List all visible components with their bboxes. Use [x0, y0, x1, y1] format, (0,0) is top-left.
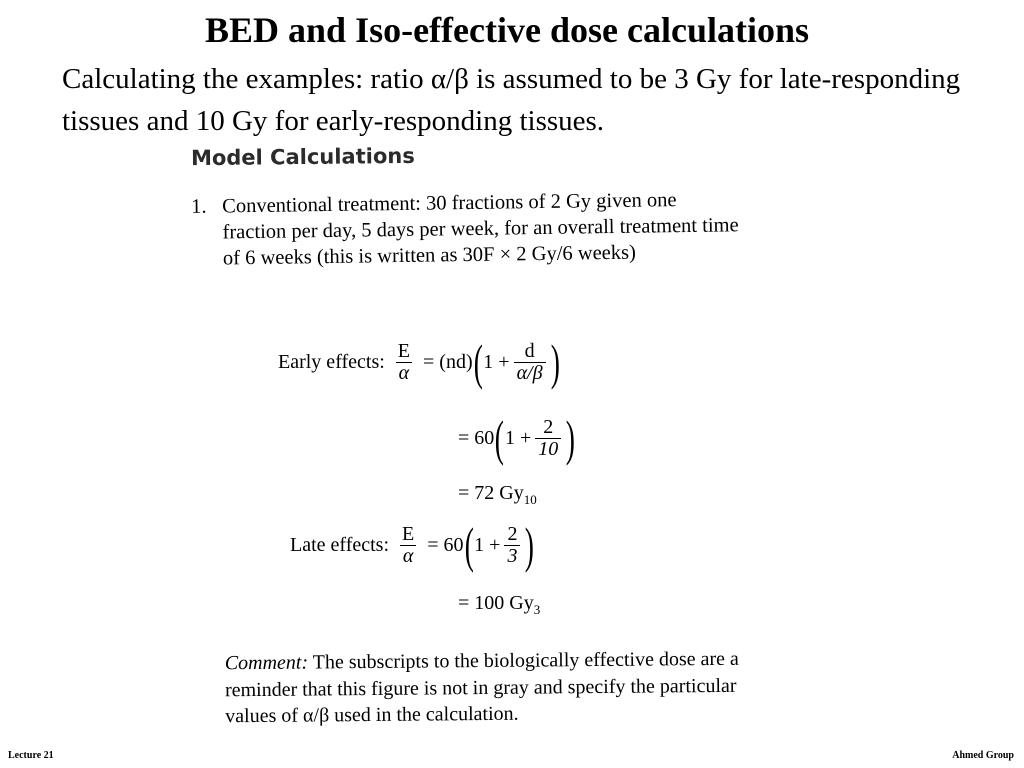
early-result — [458, 482, 537, 505]
calculation-item — [191, 186, 751, 270]
early-result-subscript: 10 — [523, 491, 537, 507]
late-step1-prefix: = 60 — [427, 533, 464, 556]
early-step1-one: 1 + — [483, 350, 510, 373]
early-effects-equation — [278, 334, 560, 390]
late-effects-label: Late effects: — [290, 533, 390, 556]
item-text: Conventional treatment: 30 fractions of 2 Gy given one fraction per day, 5 days per week, for an overall treatment time of 6 weeks (this is written as 30F × 2 Gy/6 weeks) — [222, 189, 739, 270]
early-step2-equation — [458, 410, 576, 466]
late-step1-fraction — [504, 524, 520, 567]
right-paren: ) — [565, 410, 576, 466]
slide-title: BED and Iso-effective dose calculations — [205, 10, 809, 50]
right-paren: ) — [525, 517, 535, 573]
fraction-numerator: E — [402, 522, 415, 545]
comment-text: The subscripts to the biologically effective dose are a reminder that this figure is not in gray and specify the particular values of α/β used in the calculation. — [224, 647, 739, 728]
fraction-denominator: α — [396, 362, 413, 384]
right-paren: ) — [550, 334, 560, 390]
early-step2-fraction — [535, 417, 561, 460]
figure-heading: Model Calculations — [190, 143, 415, 171]
fraction-denominator: α — [400, 545, 417, 567]
early-step1-fraction — [514, 341, 546, 384]
left-paren: ( — [464, 517, 474, 573]
early-step1-prefix: = (nd) — [423, 350, 473, 373]
fraction-denominator: α/β — [514, 362, 546, 384]
left-paren: ( — [473, 334, 483, 390]
footer-group: Ahmed Group — [952, 750, 1014, 761]
early-step2-one: 1 + — [504, 426, 532, 449]
early-effects-label: Early effects: — [278, 350, 385, 373]
late-result — [458, 592, 540, 615]
early-lhs-fraction — [395, 341, 413, 384]
comment-label: Comment: — [224, 651, 309, 675]
fraction-denominator: 10 — [535, 438, 561, 460]
intro-text: Calculating the examples: ratio α/β is assumed to be 3 Gy for late-responding tissues and 10 Gy for early-responding tissues. — [62, 63, 961, 137]
item-number: 1. — [191, 195, 207, 218]
late-effects-equation — [290, 517, 535, 573]
late-result-value: = 100 Gy — [458, 592, 534, 614]
early-step2-prefix: = 60 — [458, 426, 495, 449]
fraction-numerator: 2 — [507, 522, 518, 545]
late-lhs-fraction — [399, 524, 417, 567]
fraction-numerator: 2 — [543, 415, 554, 438]
left-paren: ( — [495, 410, 505, 466]
fraction-numerator: E — [397, 339, 411, 362]
late-result-subscript: 3 — [533, 601, 541, 617]
scanned-figure — [180, 142, 750, 754]
early-result-value: = 72 Gy — [458, 482, 524, 504]
footer-lecture: Lecture 21 — [8, 750, 54, 761]
fraction-numerator: d — [524, 339, 535, 362]
fraction-denominator: 3 — [504, 545, 520, 567]
late-step1-one: 1 + — [474, 533, 501, 556]
comment-paragraph — [225, 646, 746, 730]
